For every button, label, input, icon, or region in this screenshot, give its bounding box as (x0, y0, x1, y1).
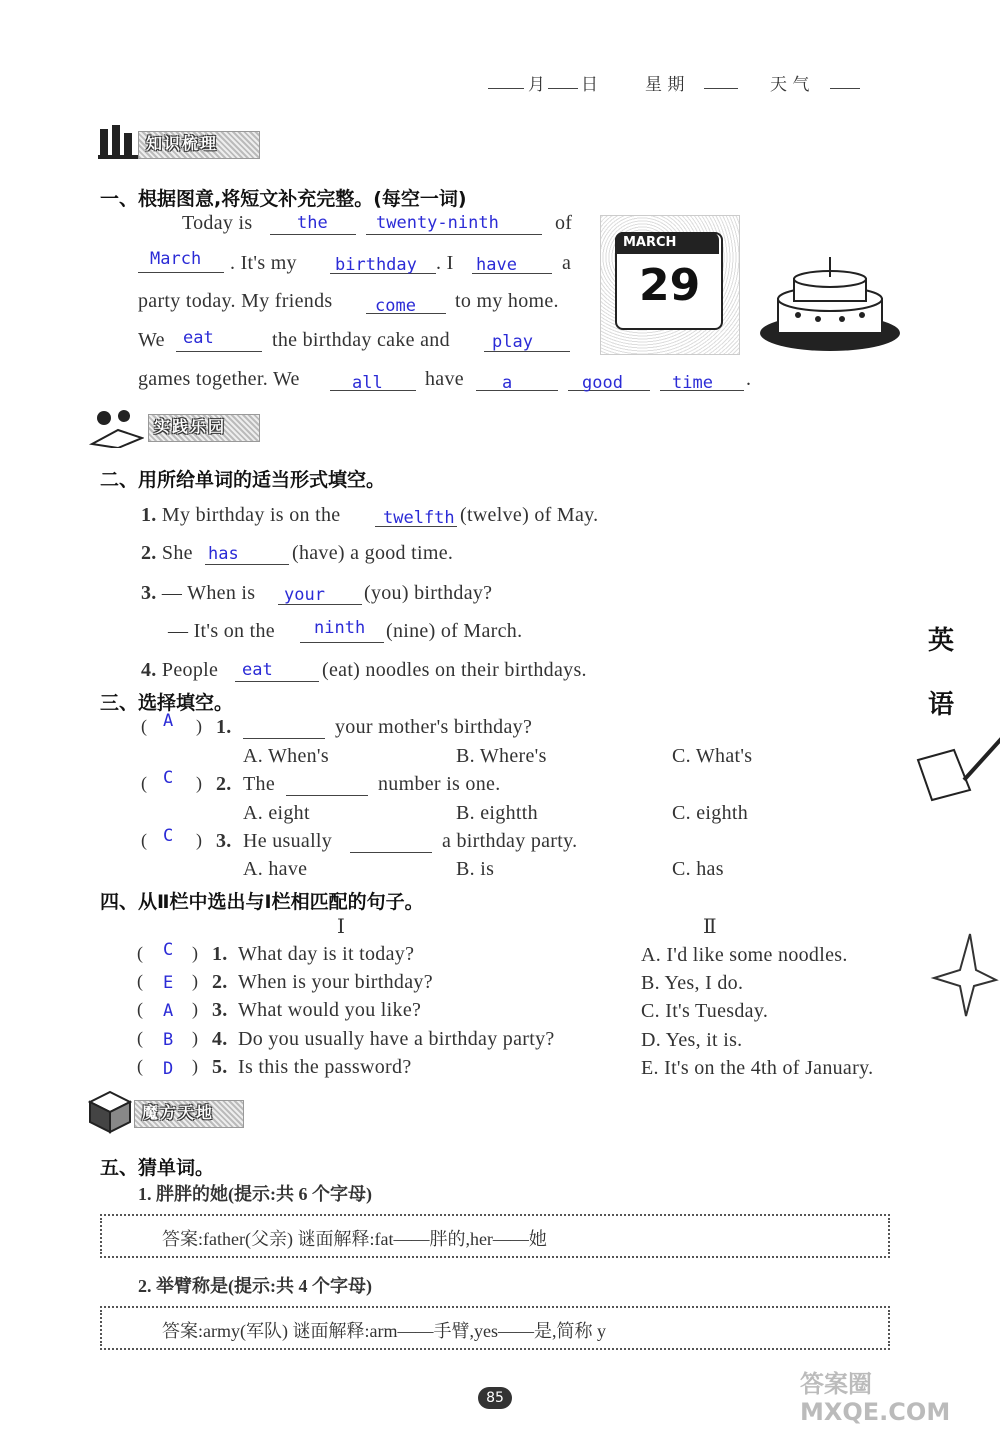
s4-ans-2: E (163, 973, 174, 993)
paper-pencil-icon (914, 730, 1000, 810)
s4-left-2: When is your birthday? (238, 971, 433, 993)
banner-practice-label: 实践乐园 (154, 417, 227, 436)
s4-paren-3: ( (137, 999, 143, 1019)
s4-num-3: 3. (212, 999, 228, 1021)
s2-row-2: 2. She (141, 542, 193, 564)
s4-num-1: 1. (212, 943, 228, 965)
birthday-cake-icon (758, 255, 903, 355)
page-number (478, 1387, 512, 1409)
s3-ans-3: C (163, 826, 174, 846)
header-day: 日 (581, 75, 598, 95)
s2-post-2: (have) a good time. (292, 542, 454, 564)
s3-paren-2-close: ) (196, 773, 202, 793)
banner-knowledge (98, 125, 268, 161)
s3-q-post-1: your mother's birthday? (335, 716, 533, 738)
s5-answer-box-1 (100, 1214, 890, 1258)
s1-a11: good (582, 373, 623, 393)
section3-title: 三、选择填空。 (100, 692, 234, 714)
date-header (488, 70, 868, 95)
s4-right-a: A. I'd like some noodles. (641, 944, 848, 966)
s4-ans-4: B (163, 1030, 174, 1050)
s5-q2: 2. 举臂称是(提示:共 4 个字母) (138, 1276, 372, 1296)
s5-q1: 1. 胖胖的她(提示:共 6 个字母) (138, 1184, 372, 1204)
header-weather: 天 气 (770, 75, 810, 95)
s4-right-e: E. It's on the 4th of January. (641, 1057, 874, 1079)
calendar-day: 29 (639, 260, 701, 311)
s4-paren-5: ( (137, 1056, 143, 1076)
s4-col1-header: Ⅰ (337, 916, 346, 938)
banner-cube (88, 1090, 248, 1134)
star-doodle-icon (930, 930, 1000, 1020)
header-week: 星 期 (645, 75, 685, 95)
s1-a10: a (502, 373, 513, 393)
s3-ans-2: C (163, 768, 174, 788)
s1-t2: of (555, 212, 573, 234)
s4-left-4: Do you usually have a birthday party? (238, 1028, 555, 1050)
s4-paren-4-close: ) (192, 1028, 198, 1048)
kids-reading-icon (88, 408, 144, 448)
s3-ans-1: A (163, 711, 174, 731)
s5-a2: 答案:army(军队) 谜面解释:arm——手臂,yes——是,简称 y (162, 1321, 606, 1341)
s4-ans-3: A (163, 1001, 174, 1021)
side-subject-tab (910, 620, 1000, 1020)
s1-t8: We (138, 329, 165, 351)
s1-a1: the (297, 213, 328, 233)
s3-opt-3a: A. have (243, 858, 308, 880)
s1-a7: eat (183, 328, 214, 348)
s3-q-pre-3: He usually (243, 830, 333, 852)
s1-a6: come (375, 296, 416, 316)
section4-title: 四、从Ⅱ栏中选出与Ⅰ栏相匹配的句子。 (100, 891, 424, 913)
s1-t5: a (562, 252, 572, 274)
s4-ans-1: C (163, 940, 174, 960)
s4-paren-2-close: ) (192, 971, 198, 991)
s4-left-3: What would you like? (238, 999, 422, 1021)
s4-left-1: What day is it today? (238, 943, 415, 965)
s1-t10: games together. We (138, 368, 300, 390)
s3-num-2: 2. (216, 773, 232, 795)
s3-opt-2b: B. eightth (456, 802, 538, 824)
s4-right-d: D. Yes, it is. (641, 1029, 743, 1051)
s1-t1: Today is (182, 212, 253, 234)
s2-ans-1: twelfth (383, 508, 455, 528)
s1-t7: to my home. (455, 290, 559, 312)
side-ying: 英 (928, 626, 955, 656)
s2-row-1: 1. My birthday is on the (141, 504, 341, 526)
s5-a1: 答案:father(父亲) 谜面解释:fat——胖的,her——她 (162, 1229, 547, 1249)
s3-opt-1b: B. Where's (456, 745, 547, 767)
s1-t11: have (425, 368, 464, 390)
s3-paren-2: ( (141, 773, 147, 793)
side-yu: 语 (928, 690, 955, 720)
page-number-text: 85 (486, 1390, 504, 1406)
rubiks-cube-icon (88, 1090, 132, 1134)
banner-cube-label: 魔方天地 (142, 1103, 215, 1122)
s4-paren-1-close: ) (192, 943, 198, 963)
calendar-month: MARCH (623, 235, 677, 250)
s4-paren-5-close: ) (192, 1056, 198, 1076)
s4-num-2: 2. (212, 971, 228, 993)
s3-opt-3c: C. has (672, 858, 724, 880)
s3-opt-1a: A. When's (243, 745, 329, 767)
section5-title: 五、猜单词。 (100, 1157, 215, 1179)
s3-paren-3-close: ) (196, 830, 202, 850)
s1-a3: March (150, 249, 202, 269)
s2-ans-4: ninth (314, 618, 366, 638)
s2-ans-5: eat (242, 660, 273, 680)
s1-a8: play (492, 332, 533, 352)
s4-num-5: 5. (212, 1056, 228, 1078)
s3-opt-2a: A. eight (243, 802, 310, 824)
s1-a2: twenty-ninth (376, 213, 499, 233)
s4-paren-3-close: ) (192, 999, 198, 1019)
s3-q-pre-2: The (243, 773, 275, 795)
s3-q-post-3: a birthday party. (442, 830, 578, 852)
header-month: 月 (528, 75, 545, 95)
s2-ans-2: has (208, 544, 239, 564)
s2-row-4: — It's on the (168, 620, 275, 642)
banner-knowledge-label: 知识梳理 (146, 134, 219, 153)
s1-t3: . It's my (230, 252, 297, 274)
s2-row-5: 4. People (141, 659, 219, 681)
section1-title: 一、根据图意,将短文补充完整。(每空一词) (100, 188, 467, 210)
s5-answer-box-2 (100, 1306, 890, 1350)
s3-paren-3: ( (141, 830, 147, 850)
s1-t9: the birthday cake and (272, 329, 450, 351)
s1-a4: birthday (335, 255, 417, 275)
s1-t6: party today. My friends (138, 290, 333, 312)
s2-post-1: (twelve) of May. (460, 504, 599, 526)
s3-opt-2c: C. eighth (672, 802, 749, 824)
s4-paren-2: ( (137, 971, 143, 991)
s2-ans-3: your (284, 585, 325, 605)
s1-t4: . I (436, 252, 454, 274)
s3-paren-1: ( (141, 716, 147, 736)
s1-t12: . (746, 368, 752, 390)
s3-num-3: 3. (216, 830, 232, 852)
s1-a5: have (476, 255, 517, 275)
watermark: 答案圈 MXQE.COM (800, 1370, 951, 1426)
banner-practice (88, 408, 273, 444)
s3-q-post-2: number is one. (378, 773, 501, 795)
s3-opt-1c: C. What's (672, 745, 753, 767)
s4-paren-4: ( (137, 1028, 143, 1048)
calendar-illustration (600, 215, 740, 355)
s3-num-1: 1. (216, 716, 232, 738)
s4-ans-5: D (163, 1059, 174, 1079)
s2-post-3: (you) birthday? (364, 582, 493, 604)
s3-paren-1-close: ) (196, 716, 202, 736)
s1-a9: all (352, 373, 383, 393)
s3-opt-3b: B. is (456, 858, 495, 880)
s2-post-4: (nine) of March. (386, 620, 523, 642)
s2-row-3: 3. — When is (141, 582, 256, 604)
s2-post-5: (eat) noodles on their birthdays. (322, 659, 587, 681)
s4-left-5: Is this the password? (238, 1056, 412, 1078)
section2-title: 二、用所给单词的适当形式填空。 (100, 469, 386, 491)
s1-a12: time (672, 373, 713, 393)
s4-col2-header: Ⅱ (703, 916, 717, 938)
s4-num-4: 4. (212, 1028, 228, 1050)
s4-paren-1: ( (137, 943, 143, 963)
castle-icon (98, 125, 142, 161)
s4-right-c: C. It's Tuesday. (641, 1000, 769, 1022)
s4-right-b: B. Yes, I do. (641, 972, 744, 994)
